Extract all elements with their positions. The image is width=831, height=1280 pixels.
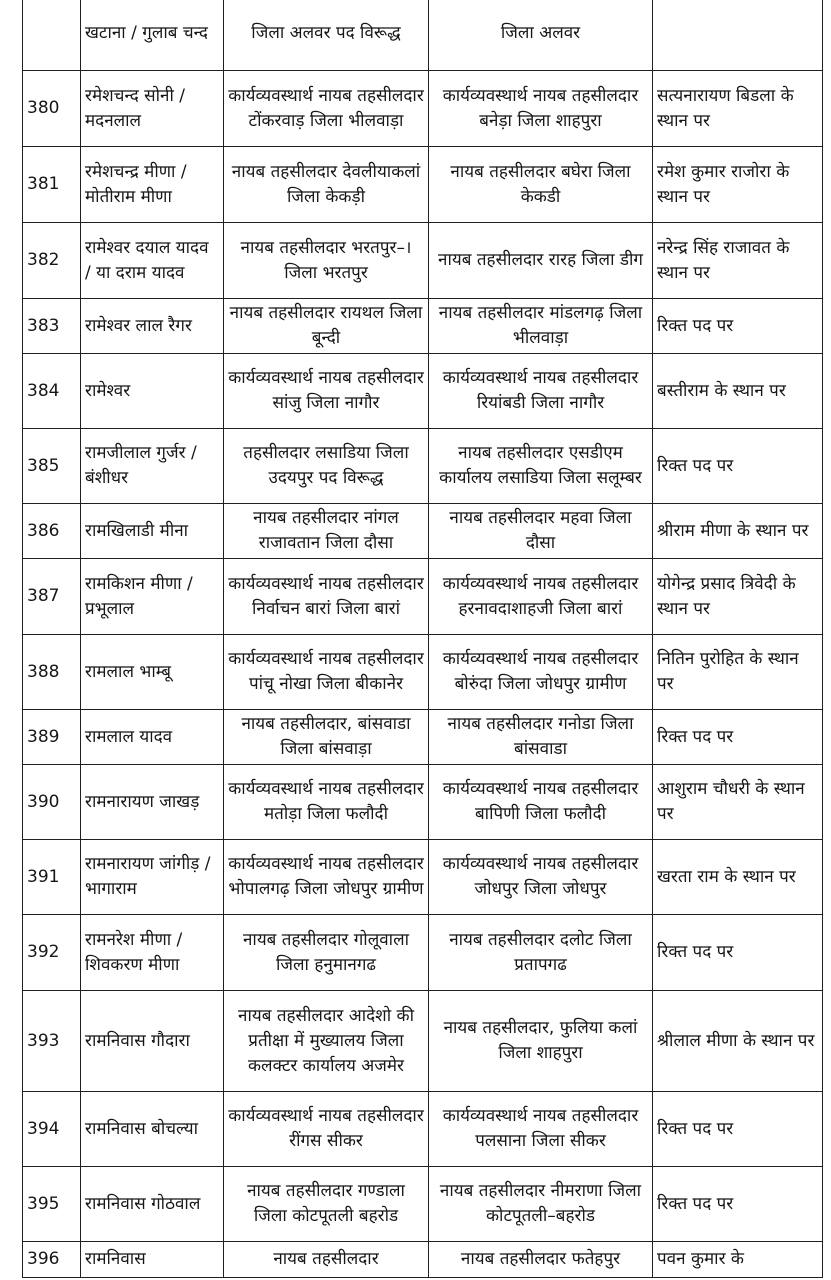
remark: रिक्त पद पर bbox=[653, 710, 823, 765]
new-posting: जिला अलवर bbox=[429, 0, 653, 71]
officer-name: रामनरेश मीणा / शिवकरण मीणा bbox=[81, 915, 224, 991]
remark: रिक्त पद पर bbox=[653, 915, 823, 991]
officer-name: रामनिवास गौदारा bbox=[81, 991, 224, 1092]
new-posting: नायब तहसीलदार गनोडा जिला बांसवाडा bbox=[429, 710, 653, 765]
officer-name: रामकिशन मीणा / प्रभूलाल bbox=[81, 559, 224, 635]
officer-name: रामनिवास गोठवाल bbox=[81, 1167, 224, 1242]
current-posting: नायब तहसीलदार, बांसवाडा जिला बांसवाड़ा bbox=[224, 710, 429, 765]
remark: रिक्त पद पर bbox=[653, 299, 823, 354]
table-row bbox=[23, 299, 823, 354]
new-posting: नायब तहसीलदार रारह जिला डीग bbox=[429, 223, 653, 299]
remark: नरेन्द्र सिंह राजावत के स्थान पर bbox=[653, 223, 823, 299]
officer-name: रामनिवास bbox=[81, 1242, 224, 1278]
table-row bbox=[23, 840, 823, 915]
table-row bbox=[23, 71, 823, 147]
current-posting: कार्यव्यवस्थार्थ नायब तहसीलदार पांचू नोखा जिला बीकानेर bbox=[224, 635, 429, 710]
table-row bbox=[23, 223, 823, 299]
new-posting: कार्यव्यवस्थार्थ नायब तहसीलदार जोधपुर जिला जोधपुर bbox=[429, 840, 653, 915]
serial-number: 390 bbox=[23, 765, 81, 840]
table-row bbox=[23, 635, 823, 710]
serial-number: 396 bbox=[23, 1242, 81, 1278]
remark: योगेन्द्र प्रसाद त्रिवेदी के स्थान पर bbox=[653, 559, 823, 635]
serial-number: 393 bbox=[23, 991, 81, 1092]
serial-number: 387 bbox=[23, 559, 81, 635]
new-posting: नायब तहसीलदार बघेरा जिला केकडी bbox=[429, 147, 653, 223]
table-row bbox=[23, 1092, 823, 1167]
table-row bbox=[23, 504, 823, 559]
new-posting: नायब तहसीलदार दलोट जिला प्रतापगढ bbox=[429, 915, 653, 991]
officer-name: रमेशचन्द्र मीणा / मोतीराम मीणा bbox=[81, 147, 224, 223]
current-posting: कार्यव्यवस्थार्थ नायब तहसीलदार रींगस सीकर bbox=[224, 1092, 429, 1167]
table-row bbox=[23, 915, 823, 991]
current-posting: कार्यव्यवस्थार्थ नायब तहसीलदार मतोड़ा जिला फलौदी bbox=[224, 765, 429, 840]
current-posting: नायब तहसीलदार नांगल राजावतान जिला दौसा bbox=[224, 504, 429, 559]
officer-name: रामजीलाल गुर्जर / बंशीधर bbox=[81, 429, 224, 504]
new-posting: कार्यव्यवस्थार्थ नायब तहसीलदार हरनावदाशाहजी जिला बारां bbox=[429, 559, 653, 635]
current-posting: नायब तहसीलदार रायथल जिला बून्दी bbox=[224, 299, 429, 354]
remark: आशुराम चौधरी के स्थान पर bbox=[653, 765, 823, 840]
officer-name: रामेश्वर दयाल यादव / या दराम यादव bbox=[81, 223, 224, 299]
officer-name: रामलाल यादव bbox=[81, 710, 224, 765]
remark: रिक्त पद पर bbox=[653, 1167, 823, 1242]
new-posting: कार्यव्यवस्थार्थ नायब तहसीलदार बापिणी जिला फलौदी bbox=[429, 765, 653, 840]
serial-number: 385 bbox=[23, 429, 81, 504]
serial-number: 382 bbox=[23, 223, 81, 299]
serial-number: 388 bbox=[23, 635, 81, 710]
current-posting: कार्यव्यवस्थार्थ नायब तहसीलदार सांजु जिला नागौर bbox=[224, 354, 429, 429]
new-posting: नायब तहसीलदार, फुलिया कलां जिला शाहपुरा bbox=[429, 991, 653, 1092]
new-posting: नायब तहसीलदार एसडीएम कार्यालय लसाडिया जिला सलूम्बर bbox=[429, 429, 653, 504]
current-posting: कार्यव्यवस्थार्थ नायब तहसीलदार टोंकरवाड़ जिला भीलवाड़ा bbox=[224, 71, 429, 147]
officer-name: रामनारायण जांगीड़ / भागाराम bbox=[81, 840, 224, 915]
current-posting: नायब तहसीलदार गोलूवाला जिला हनुमानगढ bbox=[224, 915, 429, 991]
table-row bbox=[23, 0, 823, 71]
officer-name: रामनारायण जाखड़ bbox=[81, 765, 224, 840]
officer-name: रामलाल भाम्बू bbox=[81, 635, 224, 710]
serial-number: 392 bbox=[23, 915, 81, 991]
officer-name: रामेश्वर bbox=[81, 354, 224, 429]
remark: नितिन पुरोहित के स्थान पर bbox=[653, 635, 823, 710]
remark: रमेश कुमार राजोरा के स्थान पर bbox=[653, 147, 823, 223]
current-posting: जिला अलवर पद विरूद्ध bbox=[224, 0, 429, 71]
serial-number: 383 bbox=[23, 299, 81, 354]
table-row bbox=[23, 991, 823, 1092]
table-row bbox=[23, 559, 823, 635]
table-row bbox=[23, 147, 823, 223]
new-posting: नायब तहसीलदार महवा जिला दौसा bbox=[429, 504, 653, 559]
current-posting: नायब तहसीलदार गण्डाला जिला कोटपूतली बहरोड bbox=[224, 1167, 429, 1242]
serial-number: 380 bbox=[23, 71, 81, 147]
serial-number: 386 bbox=[23, 504, 81, 559]
new-posting: कार्यव्यवस्थार्थ नायब तहसीलदार बोरुंदा जिला जोधपुर ग्रामीण bbox=[429, 635, 653, 710]
serial-number: 381 bbox=[23, 147, 81, 223]
new-posting: कार्यव्यवस्थार्थ नायब तहसीलदार पलसाना जिला सीकर bbox=[429, 1092, 653, 1167]
serial-number: 394 bbox=[23, 1092, 81, 1167]
current-posting: नायब तहसीलदार bbox=[224, 1242, 429, 1278]
serial-number: 389 bbox=[23, 710, 81, 765]
remark: श्रीराम मीणा के स्थान पर bbox=[653, 504, 823, 559]
table-row bbox=[23, 354, 823, 429]
officer-name: रामखिलाडी मीना bbox=[81, 504, 224, 559]
current-posting: कार्यव्यवस्थार्थ नायब तहसीलदार भोपालगढ़ जिला जोधपुर ग्रामीण bbox=[224, 840, 429, 915]
table-row bbox=[23, 1242, 823, 1278]
remark: रिक्त पद पर bbox=[653, 1092, 823, 1167]
transfer-table bbox=[22, 0, 823, 1278]
table-row bbox=[23, 765, 823, 840]
remark: श्रीलाल मीणा के स्थान पर bbox=[653, 991, 823, 1092]
serial-number: 395 bbox=[23, 1167, 81, 1242]
current-posting: नायब तहसीलदार भरतपुर–। जिला भरतपुर bbox=[224, 223, 429, 299]
current-posting: नायब तहसीलदार आदेशो की प्रतीक्षा में मुख्यालय जिला कलक्टर कार्यालय अजमेर bbox=[224, 991, 429, 1092]
new-posting: कार्यव्यवस्थार्थ नायब तहसीलदार रियांबडी जिला नागौर bbox=[429, 354, 653, 429]
serial-number bbox=[23, 0, 81, 71]
remark: रिक्त पद पर bbox=[653, 429, 823, 504]
new-posting: नायब तहसीलदार नीमराणा जिला कोटपूतली–बहरोड bbox=[429, 1167, 653, 1242]
serial-number: 384 bbox=[23, 354, 81, 429]
remark: सत्यनारायण बिडला के स्थान पर bbox=[653, 71, 823, 147]
remark: पवन कुमार के bbox=[653, 1242, 823, 1278]
remark: खरता राम के स्थान पर bbox=[653, 840, 823, 915]
table-row bbox=[23, 710, 823, 765]
current-posting: कार्यव्यवस्थार्थ नायब तहसीलदार निर्वाचन बारां जिला बारां bbox=[224, 559, 429, 635]
officer-name: रामेश्वर लाल रैगर bbox=[81, 299, 224, 354]
current-posting: तहसीलदार लसाडिया जिला उदयपुर पद विरूद्ध bbox=[224, 429, 429, 504]
new-posting: नायब तहसीलदार मांडलगढ़ जिला भीलवाड़ा bbox=[429, 299, 653, 354]
new-posting: कार्यव्यवस्थार्थ नायब तहसीलदार बनेड़ा जिला शाहपुरा bbox=[429, 71, 653, 147]
remark bbox=[653, 0, 823, 71]
table-row bbox=[23, 429, 823, 504]
current-posting: नायब तहसीलदार देवलीयाकलां जिला केकड़ी bbox=[224, 147, 429, 223]
officer-name: खटाना / गुलाब चन्द bbox=[81, 0, 224, 71]
serial-number: 391 bbox=[23, 840, 81, 915]
remark: बस्तीराम के स्थान पर bbox=[653, 354, 823, 429]
new-posting: नायब तहसीलदार फतेहपुर bbox=[429, 1242, 653, 1278]
officer-name: रमेशचन्द सोनी / मदनलाल bbox=[81, 71, 224, 147]
officer-name: रामनिवास बोचल्या bbox=[81, 1092, 224, 1167]
table-row bbox=[23, 1167, 823, 1242]
